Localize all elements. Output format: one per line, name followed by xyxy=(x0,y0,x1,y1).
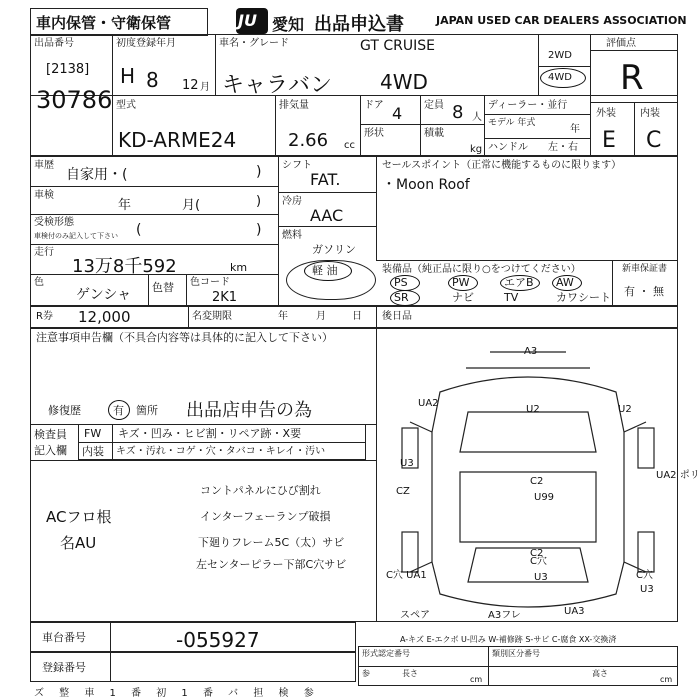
divider xyxy=(148,274,149,306)
height-label: 高さ xyxy=(592,669,608,678)
fuel-diesel: 軽 油 xyxy=(312,264,338,277)
inspection-month-unit: 月( xyxy=(182,198,201,213)
divider xyxy=(186,274,187,306)
length-unit: cm xyxy=(470,675,483,684)
damage-mark: A3フレ xyxy=(488,610,521,621)
storage-notice: 車内保管・守衛保管 xyxy=(36,14,172,32)
drive-4wd: 4WD xyxy=(548,72,572,83)
rating-label: 評価点 xyxy=(606,38,636,49)
handle-label: ハンドル xyxy=(488,142,528,153)
damage-mark: C穴 xyxy=(636,570,653,581)
rating-value: R xyxy=(620,58,644,98)
dealer-label: ディーラー・並行 xyxy=(488,100,568,111)
divider xyxy=(278,156,279,306)
history-label: 車歴 xyxy=(34,160,54,171)
handle-options: 左・右 xyxy=(548,142,578,153)
diagram-roof xyxy=(460,472,596,542)
divider xyxy=(30,460,376,461)
warranty-label: 新車保証書 xyxy=(622,264,668,274)
damage-mark: U3 xyxy=(400,458,414,469)
displacement-value: 2.66 xyxy=(288,130,329,151)
model-grade-label: 車名・グレード xyxy=(219,38,289,49)
cooler-label: 冷房 xyxy=(282,196,302,207)
interior-label: 内装 xyxy=(640,108,660,119)
trim-label: 色替 xyxy=(152,281,174,294)
length-label: 長さ xyxy=(402,669,418,678)
color-code-label: 色コード xyxy=(190,277,230,288)
equipment-item-7: カワシート xyxy=(556,291,611,304)
equipment-item-4: SR xyxy=(394,291,409,304)
repair-label: 修復歴 xyxy=(48,404,81,417)
divider xyxy=(30,244,278,245)
exterior-value: E xyxy=(602,128,616,153)
fw-items: キズ・凹み・ヒビ割・リペア跡・X要 xyxy=(118,427,302,440)
equipment-item-6: TV xyxy=(504,291,519,304)
ju-logo-text: JU xyxy=(238,11,257,30)
chassis-value: -055927 xyxy=(176,628,260,652)
damage-mark: CZ xyxy=(396,486,410,497)
first-reg-label: 初度登録年月 xyxy=(116,38,176,49)
warranty-options: 有 ・ 無 xyxy=(624,285,664,298)
bottom-row: ズ 整 車 1 番 初 1 番 バ 担 検 参 xyxy=(34,688,320,699)
drive-2wd: 2WD xyxy=(548,50,572,61)
type-label: 型式 xyxy=(116,100,136,111)
divider xyxy=(538,34,539,95)
damage-mark: U2 xyxy=(618,404,632,415)
fuel-label: 燃料 xyxy=(282,230,302,241)
divider xyxy=(590,102,678,103)
repair-yes: 有 xyxy=(113,404,124,417)
ju-logo xyxy=(236,8,268,34)
equipment-item-1: PW xyxy=(452,276,470,289)
fw-label: FW xyxy=(84,427,102,440)
type-value: KD-ARME24 xyxy=(118,128,237,152)
damage-mark: UA3 xyxy=(564,606,585,617)
association-name: JAPAN USED CAR DEALERS ASSOCIATION xyxy=(436,14,687,27)
divider xyxy=(484,114,590,115)
divider xyxy=(360,124,484,125)
damage-mark: U3 xyxy=(534,572,548,583)
damage-mark: スペア xyxy=(400,610,430,621)
capacity-unit: 人 xyxy=(472,112,482,123)
model-year-label: モデル 年式 xyxy=(488,118,536,128)
divider xyxy=(376,260,678,261)
divider xyxy=(188,306,189,328)
doors-label: ドア xyxy=(364,100,384,111)
interior-items: キズ・汚れ・コゲ・穴・タバコ・キレイ・汚い xyxy=(116,446,326,457)
era: H xyxy=(120,64,136,88)
equipment-label: 装備品（純正品に限り○をつけてください） xyxy=(382,264,581,275)
handwritten-note: インターフェーランプ破損 xyxy=(200,510,331,523)
damage-mark: UA2 xyxy=(418,398,439,409)
divider xyxy=(112,424,113,460)
handwritten-note: 名AU xyxy=(60,534,97,552)
divider xyxy=(538,66,590,67)
history-close: ) xyxy=(256,164,262,180)
color-value: ゲンシャ xyxy=(76,287,132,303)
equipment-item-0: PS xyxy=(394,276,408,289)
chassis-label: 車台番号 xyxy=(42,631,86,644)
load-unit: kg xyxy=(470,144,483,155)
accept-label: 受検形態 xyxy=(34,217,74,228)
divider xyxy=(590,50,678,51)
history-value: 自家用・( xyxy=(66,167,128,183)
damage-mark: UA2 ポリ xyxy=(656,470,700,481)
divider xyxy=(376,306,377,328)
selling-points-label: セールスポイント（正常に機能するものに限ります） xyxy=(382,160,622,171)
diagram-rear-window xyxy=(468,548,588,582)
nc-month: 月 xyxy=(316,311,326,322)
inspector-label-2: 記入欄 xyxy=(34,444,67,457)
handwritten-note: コントパネルにひび割れ xyxy=(200,484,321,497)
interior-row-label: 内装 xyxy=(82,445,104,458)
diagram-mirrors xyxy=(410,422,646,572)
mileage-label: 走行 xyxy=(34,247,54,258)
handwritten-note: 左センターピラー下部C穴サビ xyxy=(196,558,347,571)
selling-points-value: ・Moon Roof xyxy=(382,177,470,193)
handwritten-note: 下廻りフレーム5C（太）サビ xyxy=(198,536,345,549)
inspection-close: ) xyxy=(256,194,262,209)
lot-number: 30786 xyxy=(36,86,113,114)
lot-bracket: [2138] xyxy=(46,62,90,77)
inspector-label-1: 検査員 xyxy=(34,428,67,441)
regno-label-a: 形式認定番号 xyxy=(362,649,410,658)
fuel-value: ガソリン xyxy=(312,243,356,256)
divider xyxy=(278,226,376,227)
equipment-item-2: エアB xyxy=(504,276,534,289)
damage-mark: U3 xyxy=(640,584,654,595)
mileage-unit: km xyxy=(230,261,248,274)
damage-mark: U2 xyxy=(526,404,540,415)
damage-mark: U99 xyxy=(534,492,555,503)
year-unit: 年 xyxy=(570,124,580,135)
color-label: 色 xyxy=(34,277,44,288)
damage-mark: C穴 UA1 xyxy=(386,570,427,581)
divider xyxy=(275,95,276,156)
color-code-value: 2K1 xyxy=(212,290,238,305)
drive-type: 4WD xyxy=(380,70,428,94)
damage-legend: A-キズ E-エクボ U-凹み W-補修跡 S-サビ C-腐食 XX-交換済 xyxy=(400,635,617,644)
grade: GT CRUISE xyxy=(360,38,435,54)
height-unit: cm xyxy=(660,675,673,684)
divider xyxy=(215,34,216,95)
car-name: キャラバン xyxy=(222,73,333,98)
note-label: 参 xyxy=(362,669,370,678)
nc-year: 年 xyxy=(278,311,288,322)
regno-label-b: 類別区分番号 xyxy=(492,649,540,658)
accept-close: ) xyxy=(256,222,262,238)
damage-mark: A3 xyxy=(524,346,538,357)
accept-note: 車検付のみ記入して下さい xyxy=(34,232,118,240)
repair-note: 出品店申告の為 xyxy=(186,400,312,421)
load-label: 積載 xyxy=(424,128,444,139)
displacement-label: 排気量 xyxy=(279,100,309,111)
fuel-bracket xyxy=(286,260,376,300)
month-unit: 月 xyxy=(200,82,210,93)
divider xyxy=(30,214,278,215)
divider xyxy=(590,34,591,156)
brand-name: 愛知 xyxy=(272,15,305,34)
divider xyxy=(376,156,377,260)
divider xyxy=(358,666,678,667)
divider xyxy=(30,95,678,96)
equipment-item-5: ナビ xyxy=(452,291,474,304)
divider xyxy=(484,95,485,156)
divider xyxy=(634,102,635,156)
damage-mark: C2 xyxy=(530,476,544,487)
lot-number-label: 出品番号 xyxy=(34,38,74,49)
interior-value: C xyxy=(646,128,662,153)
notes-label: 注意事項申告欄（不具合内容等は具体的に記入して下さい） xyxy=(36,331,333,344)
reg-month: 12 xyxy=(182,78,199,93)
damage-mark: C2 xyxy=(530,548,544,559)
reg-year: 8 xyxy=(146,68,159,92)
capacity-label: 定員 xyxy=(424,100,444,111)
divider xyxy=(420,95,421,156)
cooler-value: AAC xyxy=(310,206,344,225)
accept-open: ( xyxy=(136,222,142,238)
nc-day: 日 xyxy=(352,311,362,322)
divider xyxy=(360,95,361,156)
rear-label: 後日品 xyxy=(382,311,412,322)
shift-value: FAT. xyxy=(310,170,341,189)
mileage-value: 13万8千592 xyxy=(72,256,177,277)
divider xyxy=(278,192,376,193)
recycle-ticket-value: 12,000 xyxy=(78,308,131,326)
inspection-label: 車検 xyxy=(34,190,54,201)
shift-label: シフト xyxy=(282,160,312,171)
exterior-label: 外装 xyxy=(596,108,616,119)
damage-mark: C穴 xyxy=(530,556,547,567)
doors-value: 4 xyxy=(392,104,403,123)
capacity-value: 8 xyxy=(452,102,464,123)
displacement-unit: cc xyxy=(344,140,355,151)
handwritten-note: ACフロ根 xyxy=(46,508,112,526)
divider xyxy=(612,260,613,306)
repair-place: 箇所 xyxy=(136,404,158,417)
name-change-label: 名変期限 xyxy=(192,311,232,322)
divider xyxy=(376,328,377,622)
divider xyxy=(484,138,590,139)
inspection-year-unit: 年 xyxy=(118,198,132,213)
shape-label: 形状 xyxy=(364,128,384,139)
diagram-windshield xyxy=(460,412,596,452)
divider xyxy=(30,186,278,187)
recycle-ticket-label: R券 xyxy=(36,311,53,322)
form-title: 出品申込書 xyxy=(314,14,404,35)
equipment-item-3: AW xyxy=(556,276,574,289)
diagram-wheel-fr xyxy=(638,428,654,468)
registration-label: 登録番号 xyxy=(42,661,86,674)
